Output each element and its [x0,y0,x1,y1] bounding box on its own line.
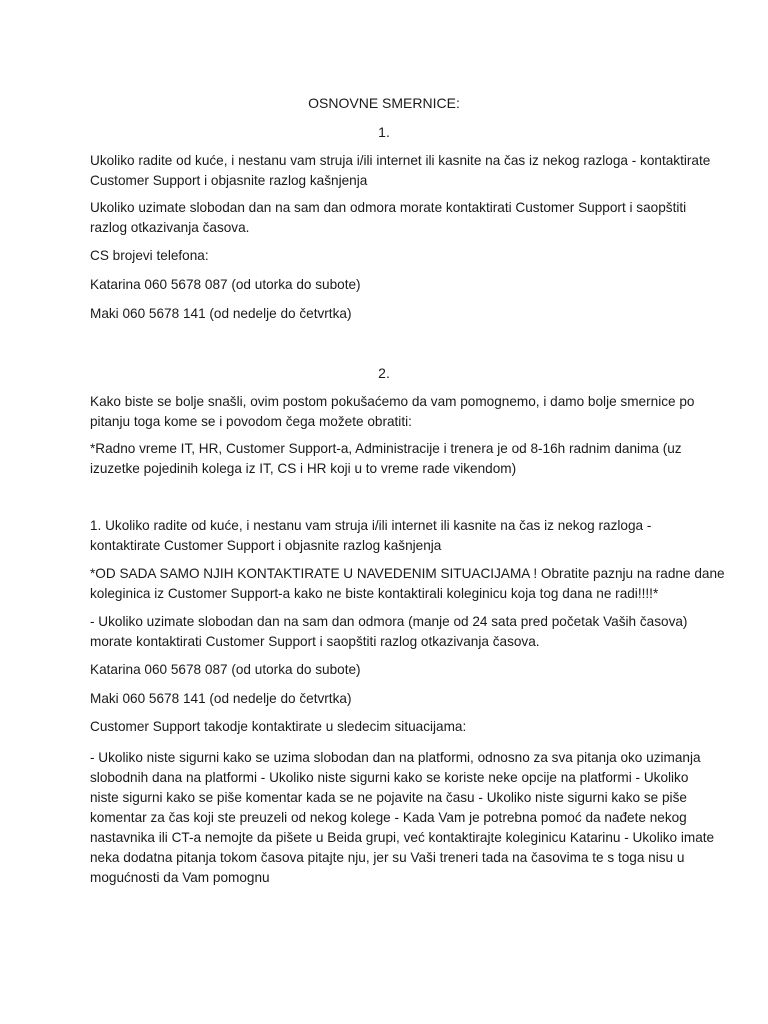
text-line: - Ukoliko niste sigurni kako se uzima slobodan dan na platformi, odnosno za sva pitanja oko uzimanja [90,750,701,765]
text-line: Kako biste se bolje snašli, ovim postom pokušaćemo da vam pomognemo, i damo bolje smernice po [90,394,695,409]
text-line: Ukoliko uzimate slobodan dan na sam dan odmora morate kontaktirati Customer Support i saopštiti [90,200,687,215]
text-line: slobodnih dana na platformi - Ukoliko niste sigurni kako se koriste neke opcije na platformi - Ukoliko [90,770,689,785]
text-line: koleginica iz Customer Support-a kako ne biste kontaktirali koleginicu koja tog dana ne radi!!!!* [90,586,659,601]
text-line: *OD SADA SAMO NJIH KONTAKTIRATE U NAVEDENIM SITUACIJAMA ! Obratite paznju na radne dane [90,566,725,581]
section-1-phone-maki: Maki 060 5678 141 (od nedelje do četvrtka) [90,306,352,321]
section-2-paragraph-8: Customer Support takodje kontaktirate u sledecim situacijama: [90,719,467,734]
text-line: Customer Support i objasnite razlog kašnjenja [90,173,368,188]
document-title: OSNOVNE SMERNICE: [308,95,460,111]
section-2-paragraph-3 [90,516,690,556]
text-line: mogućnosti da Vam pomognu [90,870,270,885]
section-2-phone-maki: Maki 060 5678 141 (od nedelje do četvrtka) [90,691,352,706]
section-2-paragraph-4 [90,564,725,604]
section-2-phone-katarina: Katarina 060 5678 087 (od utorka do subote) [90,662,361,677]
text-line: 1. Ukoliko radite od kuće, i nestanu vam struja i/ili internet ili kasnite na čas iz nekog razloga - [90,518,652,533]
section-1-number: 1. [378,124,390,140]
text-line: nastavnika ili CT-a nemojte da pišete u Beida grupi, već kontaktirajte koleginicu Katarinu - Ukoliko imate [90,830,715,845]
text-line: Ukoliko radite od kuće, i nestanu vam struja i/ili internet ili kasnite na čas iz nekog razloga - kontaktirate [90,153,711,168]
text-line: kontaktirate Customer Support i objasnite razlog kašnjenja [90,538,442,553]
text-line: razlog otkazivanja časova. [90,220,250,235]
section-1-paragraph-1 [90,151,711,191]
section-2-number: 2. [378,365,390,381]
text-line: neka dodatna pitanja tokom časova pitajte nju, jer su Vaši treneri tada na časovima te s toga nisu u [90,850,685,865]
text-line: pitanju toga kome se i povodom čega možete obratiti: [90,414,412,429]
text-line: niste sigurni kako se piše komentar kada se ne pojavite na času - Ukoliko niste sigurni kako se piše [90,790,687,805]
text-line: izuzetke pojedinih kolega iz IT, CS i HR koji u to vreme rade vikendom) [90,461,517,476]
text-line: *Radno vreme IT, HR, Customer Support-a, Administracije i trenera je od 8-16h radnim danima (uz [90,441,682,456]
section-2-paragraph-1 [90,392,695,432]
section-2-paragraph-5 [90,612,690,652]
section-1-paragraph-3: CS brojevi telefona: [90,248,209,263]
section-2-paragraph-9 [90,748,715,888]
section-1-phone-katarina: Katarina 060 5678 087 (od utorka do subote) [90,277,361,292]
text-line: morate kontaktirati Customer Support i saopštiti razlog otkazivanja časova. [90,634,540,649]
section-1-paragraph-2 [90,198,690,238]
text-line: komentar za čas koji ste preuzeli od nekog kolege - Kada Vam je potrebna pomoć da nađete nekog [90,810,687,825]
section-2-paragraph-2 [90,439,690,479]
text-line: - Ukoliko uzimate slobodan dan na sam dan odmora (manje od 24 sata pred početak Vaših časova) [90,614,688,629]
